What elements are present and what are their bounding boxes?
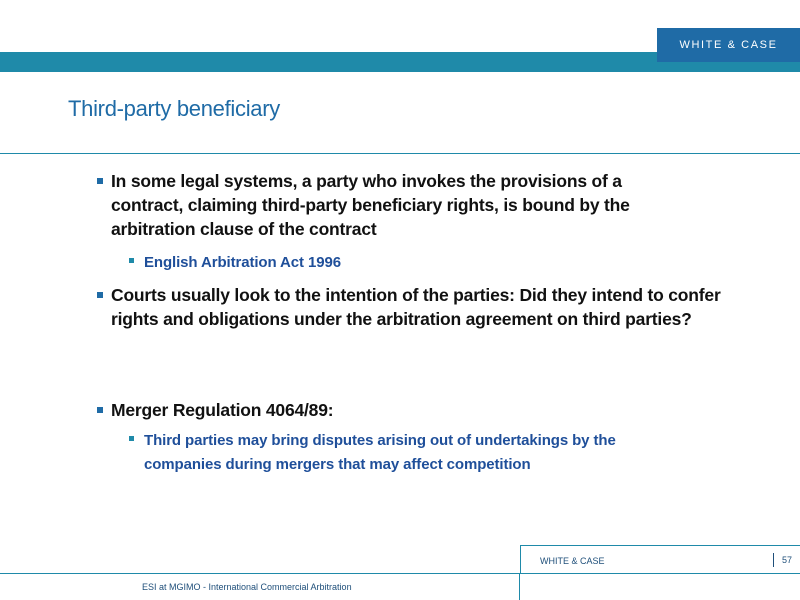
slide-title: Third-party beneficiary — [68, 96, 280, 121]
footer-divider — [773, 553, 774, 567]
footer-caption: ESI at MGIMO - International Commercial Arbitration — [142, 582, 352, 592]
bullet-text: Merger Regulation 4064/89: — [111, 400, 334, 420]
page-number: 57 — [782, 555, 793, 565]
square-bullet-icon — [129, 258, 134, 263]
sub-bullet-item — [129, 429, 689, 477]
sub-bullet-text: English Arbitration Act 1996 — [144, 254, 341, 271]
bullet-text: In some legal systems, a party who invokes the provisions of a contract, claiming third-party beneficiary rights, is bound by the arbitration clause of the contract — [111, 171, 630, 239]
bullet-item — [97, 283, 727, 331]
square-bullet-icon — [97, 407, 103, 413]
bullet-item — [97, 169, 697, 241]
square-bullet-icon — [97, 292, 103, 298]
sub-bullet-text: Third parties may bring disputes arising out of undertakings by the companies during mergers that may affect competition — [144, 432, 616, 473]
square-bullet-icon — [129, 436, 134, 441]
bullet-item — [97, 398, 697, 422]
logo-text: WHITE & CASE — [679, 39, 778, 51]
bullet-text: Courts usually look to the intention of the parties: Did they intend to confer rights and obligations under the arbitration agreement on third parties? — [111, 285, 721, 329]
footer-brand: WHITE & CASE — [540, 556, 605, 566]
sub-bullet-item — [129, 251, 689, 275]
square-bullet-icon — [97, 178, 103, 184]
